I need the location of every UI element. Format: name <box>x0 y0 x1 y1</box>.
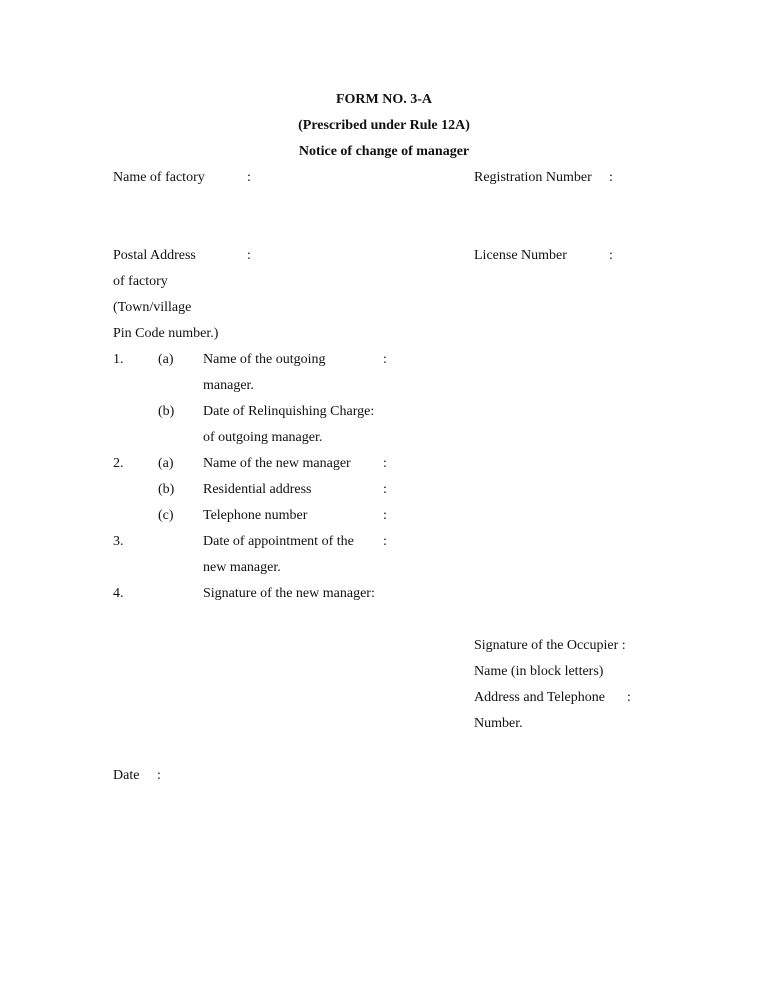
registration-number-label: Registration Number <box>474 170 592 185</box>
registration-number-colon: : <box>609 170 613 185</box>
item-2a-colon: : <box>383 456 387 471</box>
item-1b-label: Date of Relinquishing Charge: <box>203 404 375 419</box>
license-number-label: License Number <box>474 248 567 263</box>
factory-name-colon: : <box>247 170 251 185</box>
postal-address-line3: (Town/village <box>113 300 192 315</box>
item-2c-letter: (c) <box>158 508 174 523</box>
item-4-number: 4. <box>113 586 124 601</box>
item-1a-letter: (a) <box>158 352 174 367</box>
occupier-address-label: Address and Telephone <box>474 690 605 705</box>
item-2c-colon: : <box>383 508 387 523</box>
form-notice-title: Notice of change of manager <box>298 144 470 159</box>
license-number-colon: : <box>609 248 613 263</box>
postal-address-line2: of factory <box>113 274 168 289</box>
date-label: Date <box>113 768 140 783</box>
occupier-name-label: Name (in block letters) <box>474 664 604 679</box>
item-1-number: 1. <box>113 352 124 367</box>
item-2b-colon: : <box>383 482 387 497</box>
item-1a-label-line2: manager. <box>203 378 254 393</box>
item-3-colon: : <box>383 534 387 549</box>
occupier-number-label: Number. <box>474 716 523 731</box>
item-2b-label: Residential address <box>203 482 312 497</box>
postal-address-colon: : <box>247 248 251 263</box>
factory-name-label: Name of factory <box>113 170 205 185</box>
form-number-title: FORM NO. 3-A <box>335 92 433 107</box>
postal-address-label: Postal Address <box>113 248 196 263</box>
item-4-label: Signature of the new manager: <box>203 586 375 601</box>
postal-address-line4: Pin Code number.) <box>113 326 219 341</box>
item-1a-label: Name of the outgoing <box>203 352 326 367</box>
form-prescribed-rule: (Prescribed under Rule 12A) <box>298 118 470 133</box>
date-colon: : <box>157 768 161 783</box>
item-2c-label: Telephone number <box>203 508 308 523</box>
item-1b-letter: (b) <box>158 404 175 419</box>
occupier-address-colon: : <box>627 690 631 705</box>
item-2a-letter: (a) <box>158 456 174 471</box>
item-1b-label-line2: of outgoing manager. <box>203 430 323 445</box>
item-3-label: Date of appointment of the <box>203 534 354 549</box>
item-2a-label: Name of the new manager <box>203 456 351 471</box>
item-2b-letter: (b) <box>158 482 175 497</box>
item-3-label-line2: new manager. <box>203 560 281 575</box>
item-3-number: 3. <box>113 534 124 549</box>
item-2-number: 2. <box>113 456 124 471</box>
item-1a-colon: : <box>383 352 387 367</box>
occupier-signature-label: Signature of the Occupier : <box>474 638 626 653</box>
